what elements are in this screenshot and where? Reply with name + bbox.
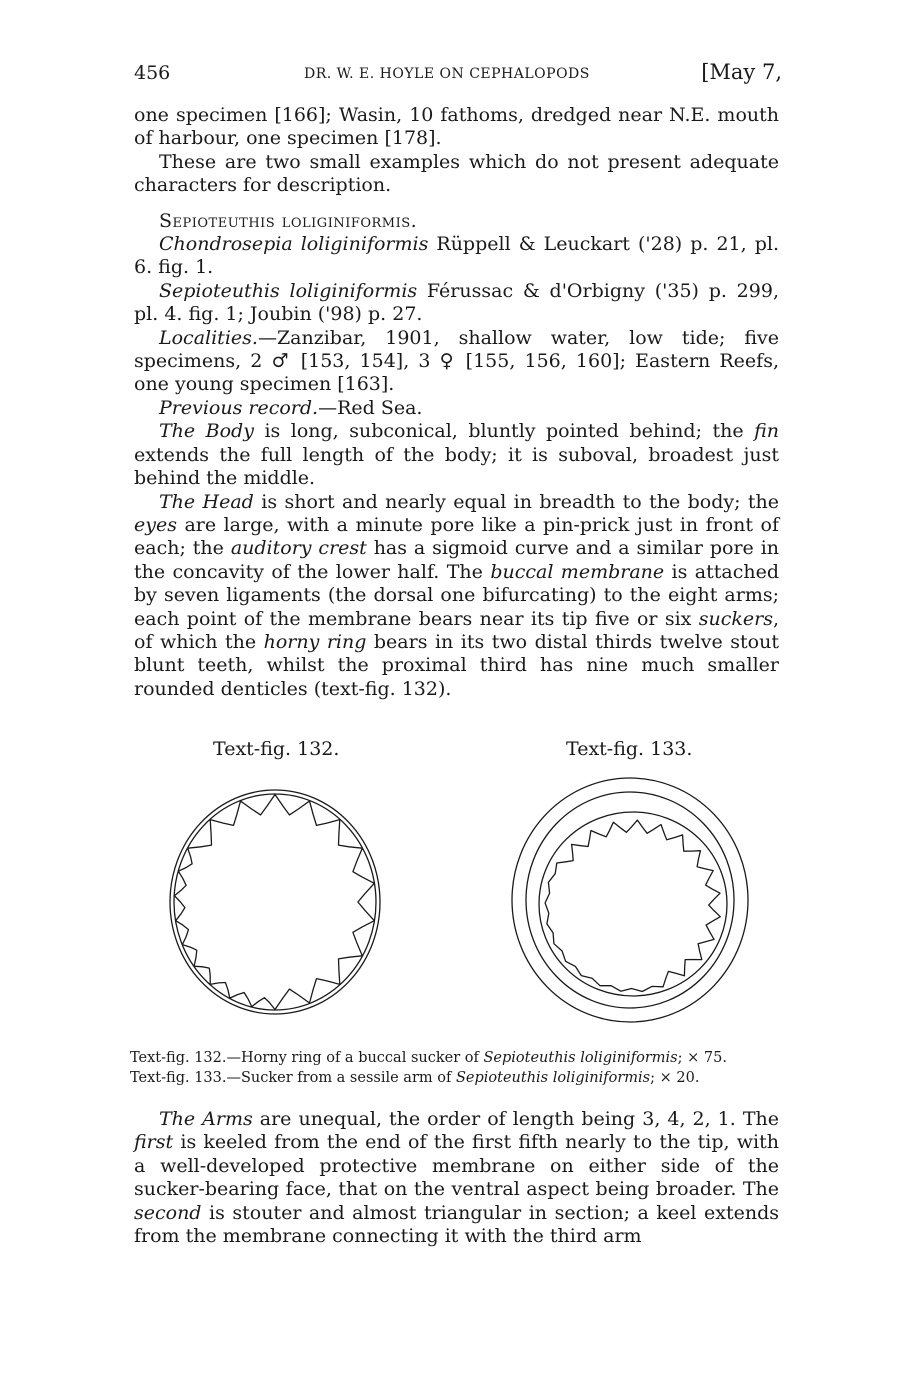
italic-text: The Head [159, 490, 254, 513]
text-run: These are two small examples which do not present adequate characters for description. [134, 150, 779, 197]
italic-text: Chondrosepia loliginiformis [159, 233, 429, 256]
fig-133-sucker-drawing [505, 770, 755, 1030]
text-run: Text-fig. 132.—Horny ring of a buccal sucker of [130, 1050, 484, 1066]
italic-text: buccal membrane [490, 560, 665, 583]
fig-132-horny-ring-drawing [150, 770, 400, 1030]
italic-text: first [134, 1131, 174, 1154]
text-run: ; × 20. [650, 1070, 700, 1086]
text-run: one specimen [166]; Wasin, 10 fathoms, dredged near N.E. mouth of harbour, one specimen [178]. [134, 104, 779, 150]
text-run: is short and nearly equal in breadth to the body; the [253, 490, 779, 513]
italic-text: auditory crest [230, 537, 367, 560]
body-text-top [134, 104, 779, 701]
italic-text: Previous record. [159, 396, 319, 419]
ring-outer-inner-line [174, 794, 376, 1010]
paragraph [134, 491, 779, 702]
fig-132-label: Text-fig. 132. [213, 738, 340, 760]
page-number: 456 [134, 62, 171, 84]
sucker-ring-outline [539, 812, 727, 996]
ring-teeth [174, 795, 374, 1010]
text-run: is stouter and almost triangular in section; a keel extends from the membrane connecting it with the third arm [134, 1201, 779, 1248]
italic-text: second [134, 1201, 202, 1224]
text-run: Rüppell & Leuckart ('28) p. 21, pl. 6. fig. 1. [134, 233, 779, 279]
text-run: —Zanzibar, 1901, shallow water, low tide; five specimens, 2 ♂ [153, 154], 3 ♀ [155, 156, 160]; Eastern Reefs, one young specimen [163]. [134, 326, 779, 396]
italic-text: horny ring [263, 630, 367, 653]
paragraph [134, 1108, 779, 1248]
text-run: Text-fig. 133.—Sucker from a sessile arm of [130, 1070, 456, 1086]
italic-text: eyes [134, 513, 177, 536]
text-run: is long, subconical, bluntly pointed behind; the [253, 420, 755, 443]
text-run: Sepioteuthis loliginiformis. [159, 209, 418, 232]
paragraph [134, 327, 779, 397]
paragraph [134, 280, 779, 327]
text-run: is keeled from the end of the first fifth nearly to the tip, with a well-developed protective membrane on either side of the sucker-bearing face, that on the ventral aspect being broader. The [134, 1131, 779, 1201]
sucker-teeth [545, 820, 720, 991]
text-run: ; × 75. [677, 1050, 727, 1066]
ring-outer-outline [170, 790, 380, 1014]
text-run: extends the full length of the body; it is suboval, broadest just behind the middle. [134, 443, 779, 490]
section-heading [134, 210, 779, 233]
body-text-bottom [134, 1108, 779, 1248]
text-run: are large, with a minute pore like a pin-prick just in front of each; the [134, 513, 779, 560]
figure-caption [130, 1048, 780, 1068]
text-run: Férussac & d'Orbigny ('35) p. 299, pl. 4. fig. 1; Joubin ('98) p. 27. [134, 279, 779, 326]
text-run: , of which the [134, 607, 779, 653]
paragraph [134, 151, 779, 198]
italic-text: suckers [698, 607, 773, 630]
header-date: [May 7, [701, 60, 782, 84]
running-header [134, 60, 782, 90]
text-run: bears in its two distal thirds twelve stout blunt teeth, whilst the proximal third has nine much smaller rounded denticles (text-fig. 132). [134, 630, 779, 700]
italic-text: Localities. [159, 326, 258, 349]
fig-133-label: Text-fig. 133. [566, 738, 693, 760]
italic-text: Sepioteuthis loliginiformis [455, 1070, 651, 1086]
figure-caption [130, 1068, 780, 1088]
italic-text: Sepioteuthis loliginiformis [159, 279, 418, 302]
italic-text: Sepioteuthis loliginiformis [483, 1050, 678, 1066]
running-title: DR. W. E. HOYLE ON CEPHALOPODS [304, 66, 590, 82]
paragraph [134, 420, 779, 490]
italic-text: The Body [159, 420, 254, 443]
figure-captions [130, 1048, 780, 1088]
sucker-middle-outline [526, 792, 734, 1008]
italic-text: fin [754, 420, 779, 443]
paragraph [134, 397, 779, 420]
italic-text: The Arms [159, 1108, 253, 1130]
text-run: are unequal, the order of length being 3, 4, 2, 1. The [252, 1108, 779, 1130]
text-run: —Red Sea. [318, 396, 423, 419]
paragraph [134, 104, 779, 151]
text-run: has a sigmoid curve and a similar pore in the concavity of the lower half. The [134, 537, 780, 583]
text-run: is attached by seven ligaments (the dorsal one bifurcating) to the eight arms; each point of the membrane bears near its tip five or six [134, 560, 779, 630]
paragraph [134, 233, 779, 280]
